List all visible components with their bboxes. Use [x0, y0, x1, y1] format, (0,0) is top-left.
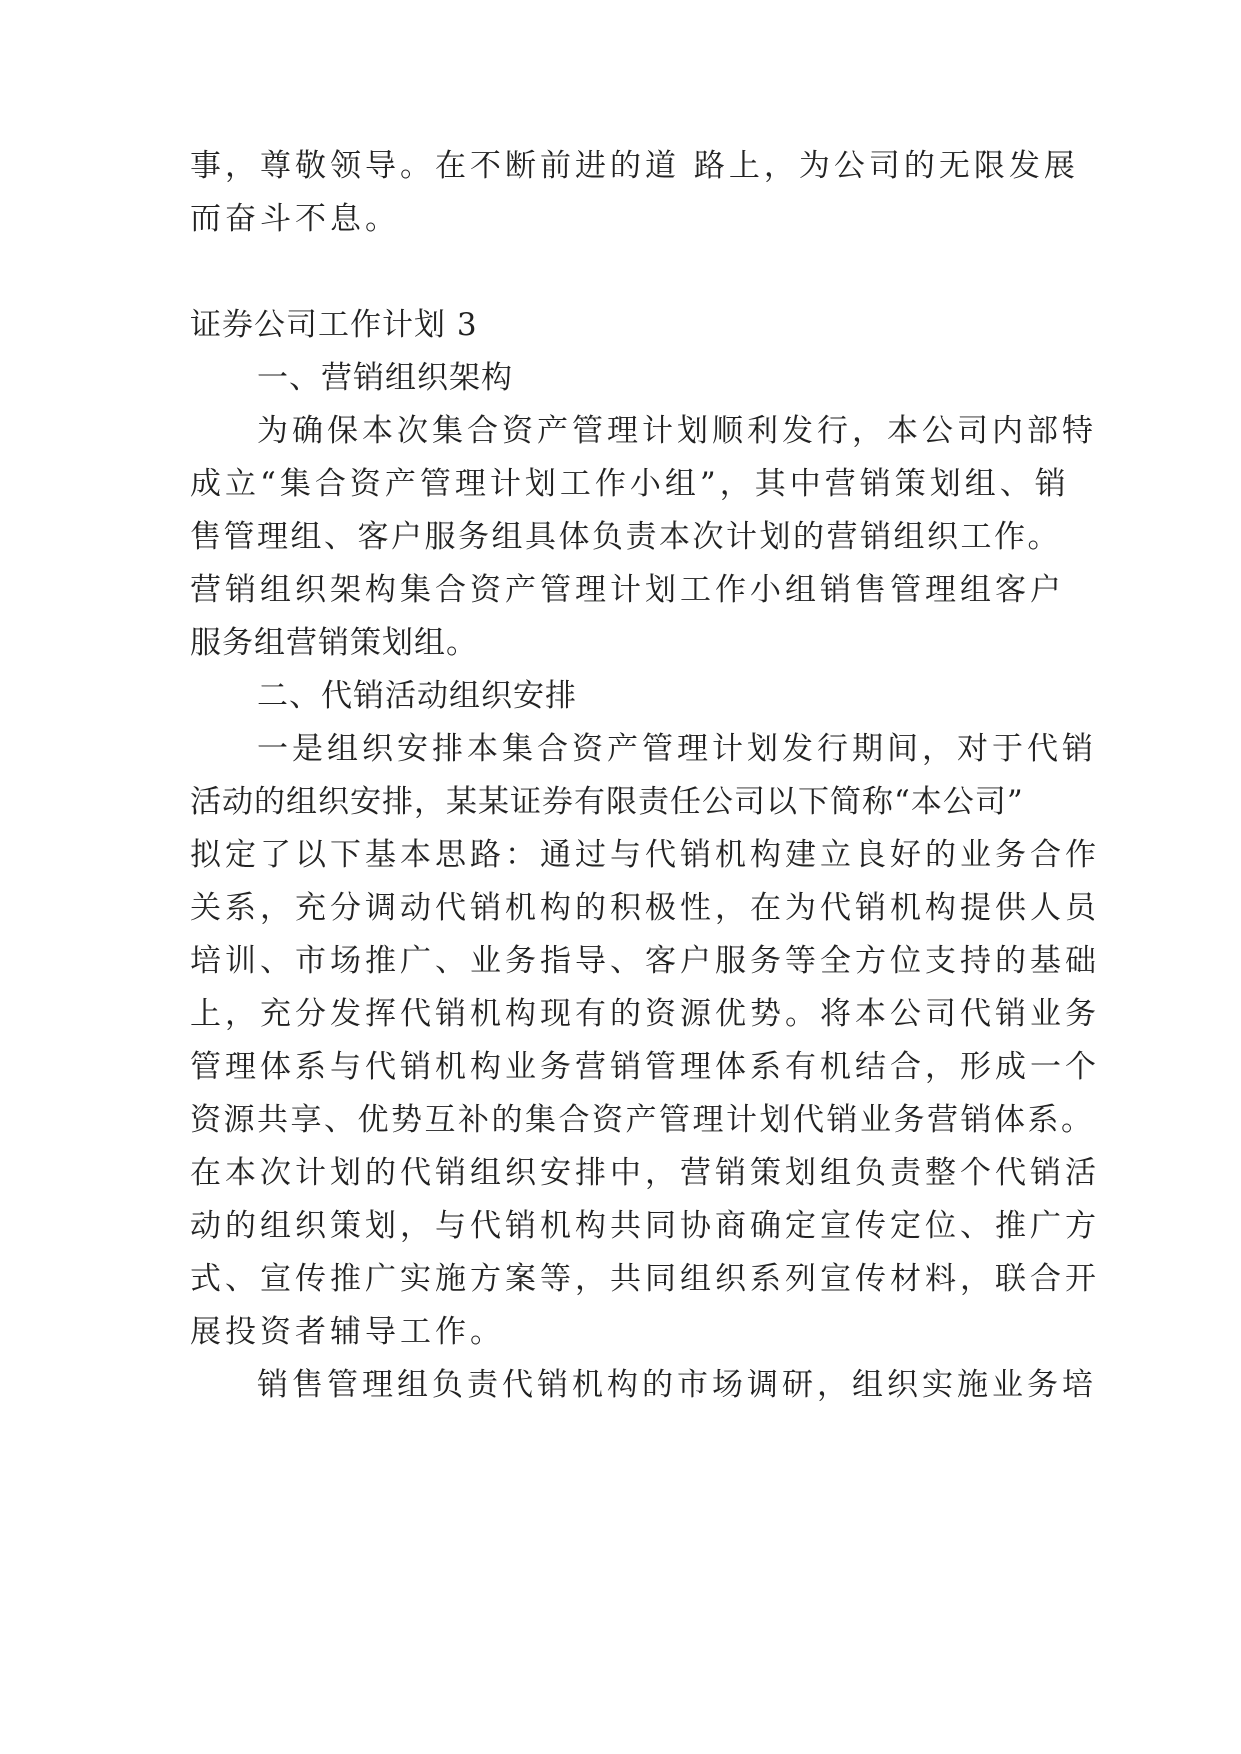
paragraph-line: 营销组织架构集合资产管理计划工作小组销售管理组客户 [190, 572, 1065, 608]
continuation-line-1: 事，尊敬领导。在不断前进的道 路上，为公司的无限发展 [190, 148, 1079, 184]
continuation-line-2: 而奋斗不息。 [190, 201, 400, 237]
paragraph-line: 销售管理组负责代销机构的市场调研，组织实施业务培 [257, 1367, 1097, 1403]
paragraph-line: 在本次计划的代销组织安排中，营销策划组负责整个代销活 [190, 1155, 1100, 1191]
paragraph-line: 成立“集合资产管理计划工作小组”，其中营销策划组、销 [190, 466, 1070, 502]
paragraph-line: 管理体系与代销机构业务营销管理体系有机结合，形成一个 [190, 1049, 1100, 1085]
paragraph-line: 培训、市场推广、业务指导、客户服务等全方位支持的基础 [190, 943, 1100, 979]
paragraph-line: 动的组织策划，与代销机构共同协商确定宣传定位、推广方 [190, 1208, 1100, 1244]
heading-marketing-structure: 一、营销组织架构 [257, 360, 513, 396]
paragraph-line: 拟定了以下基本思路：通过与代销机构建立良好的业务合作 [190, 837, 1100, 873]
section-title: 证券公司工作计划 3 [190, 307, 478, 343]
heading-distribution-arrangement: 二、代销活动组织安排 [257, 678, 577, 714]
paragraph-line: 一是组织安排本集合资产管理计划发行期间，对于代销 [257, 731, 1097, 767]
paragraph-line: 资源共享、优势互补的集合资产管理计划代销业务营销体系。 [190, 1102, 1095, 1138]
paragraph-line: 售管理组、客户服务组具体负责本次计划的营销组织工作。 [190, 519, 1061, 555]
paragraph-line: 关系，充分调动代销机构的积极性，在为代销机构提供人员 [190, 890, 1100, 926]
paragraph-line: 活动的组织安排，某某证券有限责任公司以下简称“本公司” [190, 784, 1024, 820]
paragraph-line: 为确保本次集合资产管理计划顺利发行，本公司内部特 [257, 413, 1097, 449]
paragraph-line: 上，充分发挥代销机构现有的资源优势。将本公司代销业务 [190, 996, 1100, 1032]
paragraph-line: 式、宣传推广实施方案等，共同组织系列宣传材料，联合开 [190, 1261, 1100, 1297]
paragraph-line: 展投资者辅导工作。 [190, 1314, 505, 1350]
paragraph-line: 服务组营销策划组。 [190, 625, 478, 661]
